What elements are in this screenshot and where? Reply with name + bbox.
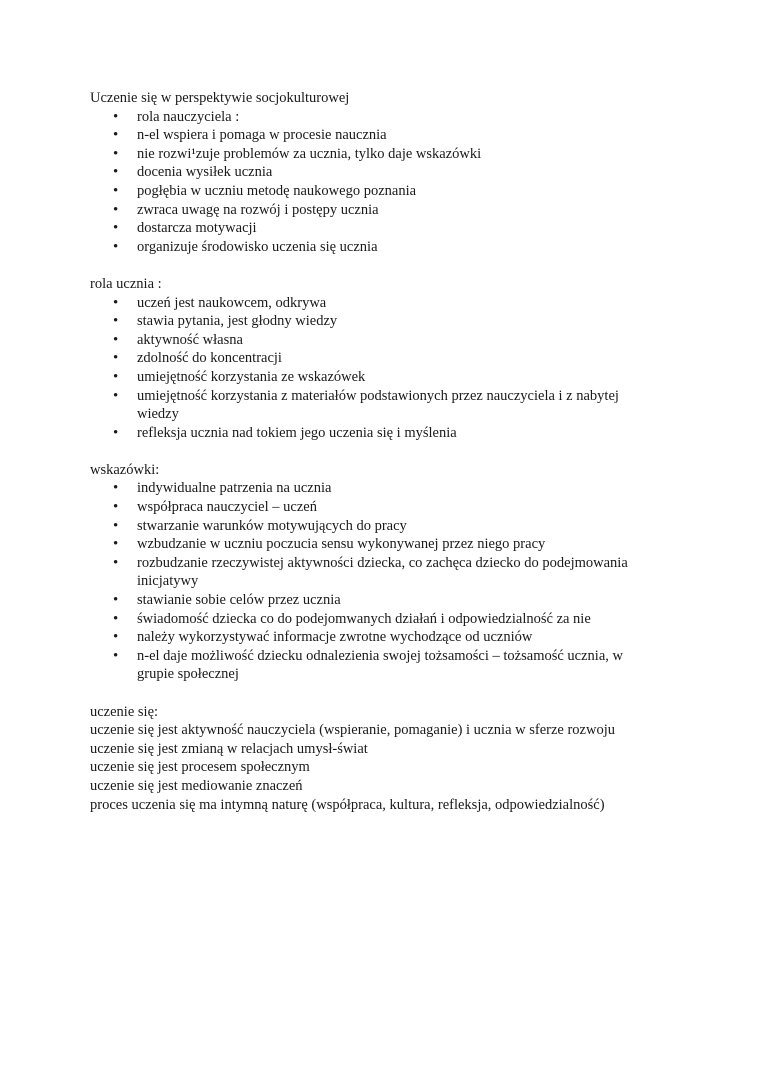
list-item: • docenia wysiłek ucznia (137, 163, 662, 182)
section-heading: Uczenie się w perspektywie socjokulturowej (90, 90, 350, 106)
list-item: • należy wykorzystywać informacje zwrotne wychodzące od uczniów (137, 628, 662, 647)
bullet-list (90, 294, 690, 443)
list-item: • wzbudzanie w uczniu poczucia sensu wykonywanej przez niego pracy (137, 535, 662, 554)
list-item: • pogłębia w uczniu metodę naukowego poznania (137, 182, 662, 201)
bullet-list (90, 479, 690, 684)
list-item: • indywidualne patrzenia na ucznia (137, 479, 662, 498)
spacer (90, 684, 690, 703)
section-heading: rola ucznia : (90, 275, 162, 292)
section-student-role (90, 275, 690, 442)
summary-line: uczenie się jest zmianą w relacjach umysł-świat (90, 740, 368, 757)
list-item: • n-el daje możliwość dziecku odnalezienia swojej tożsamości – tożsamość ucznia, w grupie społecznej (137, 647, 662, 684)
list-item: • refleksja ucznia nad tokiem jego uczenia się i myślenia (137, 424, 662, 443)
summary-line: proces uczenia się ma intymną naturę (współpraca, kultura, refleksja, odpowiedzialność) (90, 796, 605, 813)
list-item: • umiejętność korzystania z materiałów podstawionych przez nauczyciela i z nabytej wiedzy (137, 387, 662, 424)
list-item: • rola nauczyciela : (137, 108, 662, 127)
list-item: • zdolność do koncentracji (137, 349, 662, 368)
list-item: • stawianie sobie celów przez ucznia (137, 591, 662, 610)
list-item: • zwraca uwagę na rozwój i postępy ucznia (137, 201, 662, 220)
section-summary (90, 703, 690, 815)
list-item: • rozbudzanie rzeczywistej aktywności dziecka, co zachęca dziecko do podejmowania inicjatywy (137, 554, 662, 591)
list-item: • stwarzanie warunków motywujących do pracy (137, 517, 662, 536)
section-heading: wskazówki: (90, 461, 160, 478)
section-heading: uczenie się: (90, 703, 159, 720)
spacer (90, 256, 690, 275)
list-item: • n-el wspiera i pomaga w procesie naucznia (137, 126, 662, 145)
bullet-list (90, 108, 690, 257)
summary-line: uczenie się jest procesem społecznym (90, 759, 310, 776)
list-item: • organizuje środowisko uczenia się ucznia (137, 238, 662, 257)
list-item: • stawia pytania, jest głodny wiedzy (137, 312, 662, 331)
list-item: • świadomość dziecka co do podejomwanych działań i odpowiedzialność za nie (137, 610, 662, 629)
list-item: • nie rozwi¹zuje problemów za ucznia, tylko daje wskazówki (137, 145, 662, 164)
list-item: • współpraca nauczyciel – uczeń (137, 498, 662, 517)
document-page (90, 89, 690, 814)
summary-line: uczenie się jest aktywność nauczyciela (wspieranie, pomaganie) i ucznia w sferze rozwoju (90, 722, 615, 739)
spacer (90, 442, 690, 461)
section-teacher-role (90, 89, 690, 256)
list-item: • uczeń jest naukowcem, odkrywa (137, 294, 662, 313)
summary-line: uczenie się jest mediowanie znaczeń (90, 777, 303, 794)
list-item: • umiejętność korzystania ze wskazówek (137, 368, 662, 387)
list-item: • aktywność własna (137, 331, 662, 350)
section-guidelines (90, 461, 690, 684)
list-item: • dostarcza motywacji (137, 219, 662, 238)
